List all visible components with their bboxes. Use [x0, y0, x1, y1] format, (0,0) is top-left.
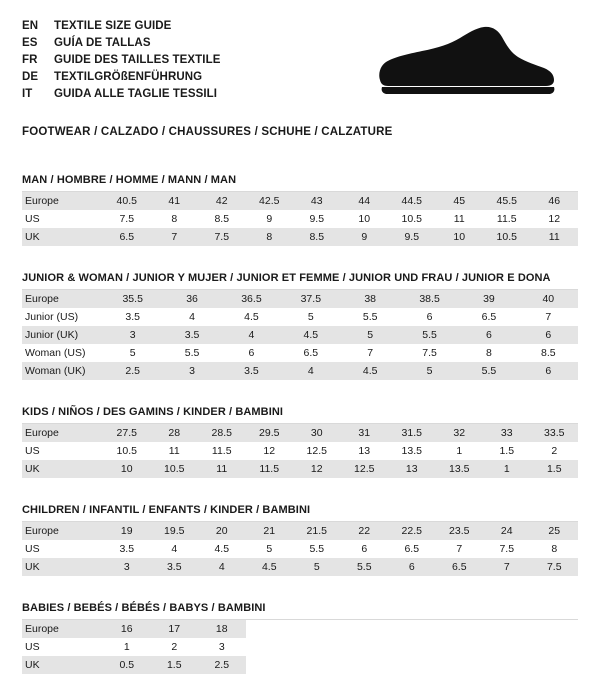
- size-cell: 6.5: [436, 558, 484, 576]
- size-cell: 6: [388, 558, 436, 576]
- size-cell: 22: [341, 522, 389, 540]
- size-cell: 40.5: [103, 192, 151, 210]
- size-cell: 11: [198, 460, 246, 478]
- size-cell: 36.5: [222, 290, 281, 308]
- size-cell: [341, 656, 389, 674]
- size-cell: 35.5: [103, 290, 162, 308]
- table-row: [22, 290, 578, 308]
- size-cell: 5.5: [162, 344, 221, 362]
- table-row: [22, 424, 578, 442]
- row-label: UK: [22, 558, 103, 576]
- size-cell: 13: [341, 442, 389, 460]
- size-cell: 3: [198, 638, 246, 656]
- section-title: MAN / HOMBRE / HOMME / MANN / MAN: [22, 174, 578, 192]
- size-cell: 4: [151, 540, 199, 558]
- size-cell: [293, 620, 341, 638]
- size-cell: 7: [483, 558, 531, 576]
- row-label: Woman (UK): [22, 362, 103, 380]
- table-row: [22, 656, 578, 674]
- table-row: [22, 558, 578, 576]
- size-cell: 39: [459, 290, 518, 308]
- size-cell: 3.5: [103, 308, 162, 326]
- size-cell: [483, 638, 531, 656]
- size-cell: 42: [198, 192, 246, 210]
- size-cell: 11.5: [483, 210, 531, 228]
- row-label: Europe: [22, 192, 103, 210]
- section-title: CHILDREN / INFANTIL / ENFANTS / KINDER / BAMBINI: [22, 504, 578, 522]
- size-cell: 28: [151, 424, 199, 442]
- size-cell: [531, 638, 579, 656]
- category-line: FOOTWEAR / CALZADO / CHAUSSURES / SCHUHE / CALZATURE: [22, 126, 393, 138]
- size-cell: [531, 620, 579, 638]
- size-cell: [246, 656, 294, 674]
- size-cell: 13.5: [436, 460, 484, 478]
- size-cell: 7.5: [483, 540, 531, 558]
- size-cell: 4: [222, 326, 281, 344]
- row-label: UK: [22, 460, 103, 478]
- size-cell: [388, 638, 436, 656]
- size-cell: 6: [459, 326, 518, 344]
- size-cell: 30: [293, 424, 341, 442]
- size-cell: [341, 638, 389, 656]
- size-cell: 23.5: [436, 522, 484, 540]
- table-row: [22, 326, 578, 344]
- size-cell: 5.5: [459, 362, 518, 380]
- size-cell: 11.5: [198, 442, 246, 460]
- row-label: Europe: [22, 424, 103, 442]
- size-cell: 45.5: [483, 192, 531, 210]
- size-cell: 9: [246, 210, 294, 228]
- size-section: [22, 602, 578, 674]
- size-cell: 1.5: [531, 460, 579, 478]
- row-label: Junior (US): [22, 308, 103, 326]
- size-cell: 3: [162, 362, 221, 380]
- size-cell: 37.5: [281, 290, 340, 308]
- size-cell: 6: [519, 362, 578, 380]
- size-cell: 7: [436, 540, 484, 558]
- size-cell: [388, 620, 436, 638]
- size-cell: [436, 620, 484, 638]
- size-cell: 5: [281, 308, 340, 326]
- size-table: [22, 424, 578, 478]
- size-cell: 6.5: [388, 540, 436, 558]
- size-cell: 3.5: [103, 540, 151, 558]
- size-cell: 32: [436, 424, 484, 442]
- size-cell: [341, 620, 389, 638]
- size-cell: 7.5: [103, 210, 151, 228]
- size-cell: [436, 656, 484, 674]
- size-cell: 13: [388, 460, 436, 478]
- size-cell: 12: [293, 460, 341, 478]
- size-cell: 6: [341, 540, 389, 558]
- size-cell: 2.5: [103, 362, 162, 380]
- size-cell: 6: [222, 344, 281, 362]
- table-row: [22, 442, 578, 460]
- row-label: US: [22, 638, 103, 656]
- size-cell: 8: [459, 344, 518, 362]
- size-cell: 7: [519, 308, 578, 326]
- size-cell: 1: [103, 638, 151, 656]
- size-cell: 8: [531, 540, 579, 558]
- size-table: [22, 192, 578, 246]
- language-code: FR: [22, 54, 38, 66]
- size-cell: 8.5: [198, 210, 246, 228]
- size-section: [22, 272, 578, 380]
- section-title: KIDS / NIÑOS / DES GAMINS / KINDER / BAMBINI: [22, 406, 578, 424]
- row-label: Europe: [22, 620, 103, 638]
- size-cell: 25: [531, 522, 579, 540]
- size-cell: 22.5: [388, 522, 436, 540]
- table-row: [22, 344, 578, 362]
- size-cell: 3: [103, 326, 162, 344]
- language-title: TEXTILGRÖßENFÜHRUNG: [54, 71, 203, 83]
- row-label: UK: [22, 228, 103, 246]
- size-cell: 42.5: [246, 192, 294, 210]
- size-cell: 31: [341, 424, 389, 442]
- size-cell: 24: [483, 522, 531, 540]
- table-row: [22, 362, 578, 380]
- size-cell: 11: [436, 210, 484, 228]
- size-cell: [246, 638, 294, 656]
- size-cell: 7.5: [531, 558, 579, 576]
- size-table: [22, 290, 578, 380]
- document-header: [22, 18, 578, 110]
- size-cell: 10: [341, 210, 389, 228]
- language-code: ES: [22, 37, 38, 49]
- size-cell: 2: [531, 442, 579, 460]
- size-cell: [483, 620, 531, 638]
- size-cell: 5.5: [341, 558, 389, 576]
- table-row: [22, 308, 578, 326]
- size-cell: 27.5: [103, 424, 151, 442]
- size-cell: 3: [103, 558, 151, 576]
- size-cell: 4: [198, 558, 246, 576]
- size-cell: 9.5: [388, 228, 436, 246]
- size-section: [22, 406, 578, 478]
- table-row: [22, 460, 578, 478]
- size-cell: 18: [198, 620, 246, 638]
- size-cell: 5: [103, 344, 162, 362]
- size-cell: 33: [483, 424, 531, 442]
- size-cell: 17: [151, 620, 199, 638]
- size-cell: 44.5: [388, 192, 436, 210]
- size-cell: 12.5: [341, 460, 389, 478]
- size-cell: 10.5: [483, 228, 531, 246]
- size-cell: 11.5: [246, 460, 294, 478]
- language-code: EN: [22, 20, 39, 32]
- language-code: IT: [22, 88, 33, 100]
- size-cell: [293, 656, 341, 674]
- size-cell: 1.5: [483, 442, 531, 460]
- size-cell: 6.5: [459, 308, 518, 326]
- size-cell: 5.5: [293, 540, 341, 558]
- size-cell: 1.5: [151, 656, 199, 674]
- size-cell: [293, 638, 341, 656]
- size-cell: 6: [519, 326, 578, 344]
- size-cell: 4: [281, 362, 340, 380]
- size-cell: 41: [151, 192, 199, 210]
- table-row: [22, 540, 578, 558]
- size-cell: [436, 638, 484, 656]
- size-cell: [483, 656, 531, 674]
- size-cell: 4: [162, 308, 221, 326]
- size-cell: 3.5: [222, 362, 281, 380]
- size-cell: 4.5: [222, 308, 281, 326]
- row-label: US: [22, 540, 103, 558]
- table-row: [22, 620, 578, 638]
- size-cell: 16: [103, 620, 151, 638]
- size-cell: [388, 656, 436, 674]
- language-title: GUIDE DES TAILLES TEXTILE: [54, 54, 221, 66]
- row-label: Junior (UK): [22, 326, 103, 344]
- size-cell: 8: [246, 228, 294, 246]
- size-cell: 2: [151, 638, 199, 656]
- language-title: TEXTILE SIZE GUIDE: [54, 20, 172, 32]
- size-cell: [246, 620, 294, 638]
- size-cell: 7: [341, 344, 400, 362]
- size-cell: 5: [341, 326, 400, 344]
- row-label: Europe: [22, 290, 103, 308]
- size-cell: 3.5: [151, 558, 199, 576]
- row-label: UK: [22, 656, 103, 674]
- size-cell: 12.5: [293, 442, 341, 460]
- size-cell: 12: [531, 210, 579, 228]
- row-label: US: [22, 442, 103, 460]
- size-cell: [531, 656, 579, 674]
- language-code: DE: [22, 71, 39, 83]
- size-cell: 38.5: [400, 290, 459, 308]
- size-cell: 10.5: [103, 442, 151, 460]
- row-label: US: [22, 210, 103, 228]
- table-row: [22, 522, 578, 540]
- size-cell: 6.5: [281, 344, 340, 362]
- size-cell: 7: [151, 228, 199, 246]
- language-title: GUÍA DE TALLAS: [54, 37, 151, 49]
- size-cell: 13.5: [388, 442, 436, 460]
- size-cell: 19.5: [151, 522, 199, 540]
- size-cell: 7.5: [400, 344, 459, 362]
- size-cell: 5.5: [341, 308, 400, 326]
- size-cell: 31.5: [388, 424, 436, 442]
- size-section: [22, 174, 578, 246]
- size-cell: 1: [483, 460, 531, 478]
- table-row: [22, 638, 578, 656]
- section-title: BABIES / BEBÉS / BÉBÉS / BABYS / BAMBINI: [22, 602, 578, 620]
- size-cell: 6: [400, 308, 459, 326]
- size-cell: 20: [198, 522, 246, 540]
- size-cell: 43: [293, 192, 341, 210]
- size-cell: 5: [400, 362, 459, 380]
- size-cell: 8: [151, 210, 199, 228]
- size-cell: 2.5: [198, 656, 246, 674]
- size-cell: 10: [103, 460, 151, 478]
- size-cell: 4.5: [198, 540, 246, 558]
- size-cell: 9.5: [293, 210, 341, 228]
- size-cell: 29.5: [246, 424, 294, 442]
- size-cell: 0.5: [103, 656, 151, 674]
- size-cell: 19: [103, 522, 151, 540]
- table-row: [22, 210, 578, 228]
- size-cell: 45: [436, 192, 484, 210]
- size-cell: 33.5: [531, 424, 579, 442]
- size-cell: 4.5: [246, 558, 294, 576]
- size-cell: 8.5: [293, 228, 341, 246]
- table-row: [22, 192, 578, 210]
- size-cell: 44: [341, 192, 389, 210]
- size-cell: 5: [293, 558, 341, 576]
- size-cell: 21.5: [293, 522, 341, 540]
- size-cell: 5.5: [400, 326, 459, 344]
- size-cell: 8.5: [519, 344, 578, 362]
- size-cell: 10.5: [388, 210, 436, 228]
- size-cell: 3.5: [162, 326, 221, 344]
- size-cell: 36: [162, 290, 221, 308]
- size-cell: 40: [519, 290, 578, 308]
- size-cell: 1: [436, 442, 484, 460]
- size-cell: 4.5: [281, 326, 340, 344]
- size-cell: 5: [246, 540, 294, 558]
- size-cell: 4.5: [341, 362, 400, 380]
- size-cell: 28.5: [198, 424, 246, 442]
- size-cell: 10: [436, 228, 484, 246]
- size-cell: 10.5: [151, 460, 199, 478]
- section-title: JUNIOR & WOMAN / JUNIOR Y MUJER / JUNIOR ET FEMME / JUNIOR UND FRAU / JUNIOR E DONA: [22, 272, 578, 290]
- size-cell: 46: [531, 192, 579, 210]
- size-cell: 9: [341, 228, 389, 246]
- size-cell: 11: [151, 442, 199, 460]
- size-cell: 12: [246, 442, 294, 460]
- size-cell: 7.5: [198, 228, 246, 246]
- size-table: [22, 620, 578, 674]
- row-label: Woman (US): [22, 344, 103, 362]
- size-cell: 11: [531, 228, 579, 246]
- size-cell: 38: [341, 290, 400, 308]
- language-title: GUIDA ALLE TAGLIE TESSILI: [54, 88, 218, 100]
- size-table: [22, 522, 578, 576]
- table-row: [22, 228, 578, 246]
- size-section: [22, 504, 578, 576]
- size-cell: 6.5: [103, 228, 151, 246]
- size-sections: [22, 174, 578, 674]
- row-label: Europe: [22, 522, 103, 540]
- size-cell: 21: [246, 522, 294, 540]
- dress-shoe-icon: [368, 24, 558, 102]
